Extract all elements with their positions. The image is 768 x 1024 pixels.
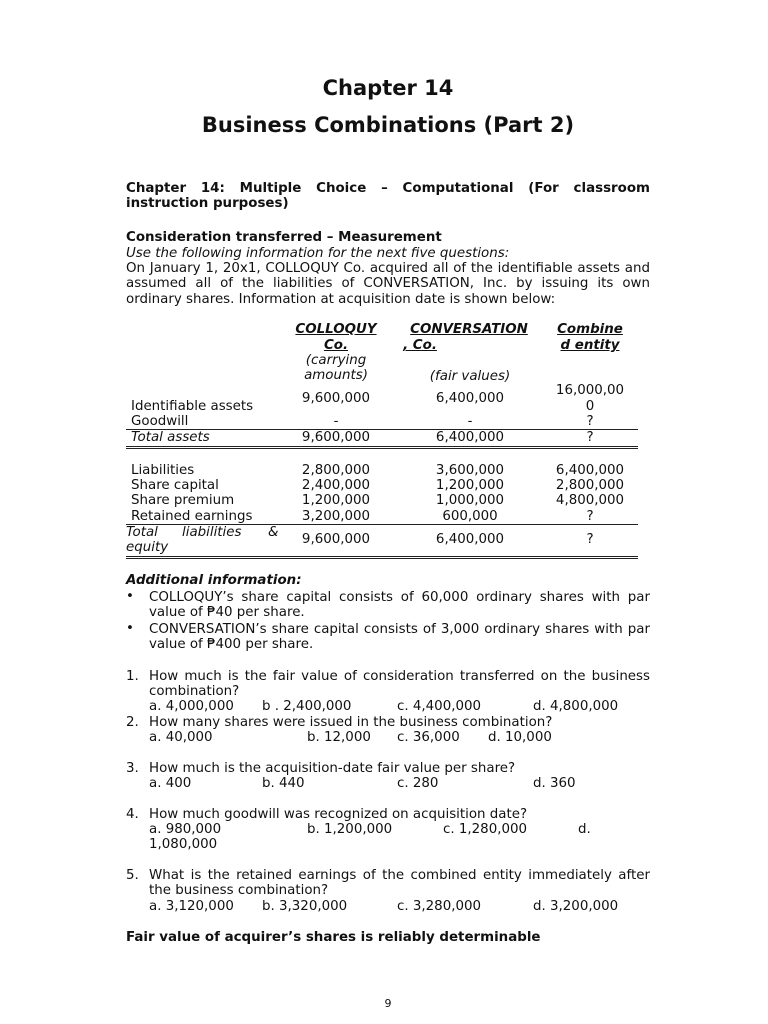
intro-paragraph: On January 1, 20x1, COLLOQUY Co. acquired all of the identifiable assets and assumed all of the liabilities of CONVERSATION, Inc. by issuing its own ordinary shares. Information at acquisition date is shown below: (126, 261, 650, 307)
choice-d: d. 3,200,000 (533, 899, 619, 914)
question-number: 1. (126, 669, 139, 684)
cell-colloquy: 2,400,000 (301, 478, 371, 493)
cell-combined: ? (586, 430, 594, 445)
choice-d: d. 10,000 (488, 730, 552, 745)
cell-conversation: 6,400,000 (435, 391, 505, 406)
additional-info-heading: Additional information: (126, 573, 302, 588)
col-header-colloquy-2: Co. (323, 338, 349, 353)
choice-a: a. 400 (149, 776, 192, 791)
choice-c: c. 3,280,000 (397, 899, 482, 914)
cell-colloquy: 9,600,000 (301, 391, 371, 406)
row-label-total-assets: Total assets (131, 430, 210, 445)
cell-combined: 6,400,000 (555, 463, 625, 478)
cell-combined: ? (586, 532, 594, 547)
cell-conversation: 6,400,000 (435, 532, 505, 547)
cell-colloquy: 3,200,000 (301, 509, 371, 524)
cell-combined-2: 0 (585, 399, 595, 414)
table-double-rule (126, 446, 638, 449)
row-label-total-le-b: liabilities (182, 525, 242, 540)
choice-a: a. 4,000,000 (149, 699, 234, 714)
col-header-conversation-2: , Co. (403, 338, 437, 353)
chapter-number: Chapter 14 (322, 76, 454, 100)
question-text: How much goodwill was recognized on acquisition date? (149, 807, 528, 822)
cell-combined-1: 16,000,00 (555, 383, 625, 398)
row-label-total-le-a: Total (126, 525, 158, 540)
choice-c: c. 1,280,000 (443, 822, 528, 837)
cell-combined: ? (586, 414, 594, 429)
question-text: How much is the acquisition-date fair value per share? (149, 761, 516, 776)
row-label-retained-earnings: Retained earnings (131, 509, 253, 524)
choice-d: d. (578, 822, 591, 837)
row-label-total-le-d: equity (126, 540, 169, 555)
question-text: What is the retained earnings of the combined entity immediately after the business combination? (149, 868, 650, 899)
cell-combined: 4,800,000 (555, 493, 625, 508)
col-header-combined-1: Combine (557, 322, 623, 337)
row-label-share-premium: Share premium (131, 493, 235, 508)
row-label-share-capital: Share capital (131, 478, 219, 493)
cell-colloquy: 9,600,000 (301, 532, 371, 547)
cell-combined: 2,800,000 (555, 478, 625, 493)
question-text: How many shares were issued in the business combination? (149, 715, 553, 730)
col-sub-colloquy-1: (carrying (305, 353, 367, 368)
cell-colloquy: - (333, 414, 339, 429)
subheading: Consideration transferred – Measurement (126, 230, 442, 245)
choice-c: c. 280 (397, 776, 439, 791)
bullet-dot-icon: • (126, 589, 134, 604)
question-number: 4. (126, 807, 139, 822)
choice-a: a. 40,000 (149, 730, 213, 745)
row-label-liabilities: Liabilities (131, 463, 195, 478)
choice-a: a. 980,000 (149, 822, 222, 837)
choice-a: a. 3,120,000 (149, 899, 234, 914)
cell-conversation: - (467, 414, 473, 429)
cell-colloquy: 2,800,000 (301, 463, 371, 478)
question-number: 3. (126, 761, 139, 776)
row-label-goodwill: Goodwill (131, 414, 189, 429)
question-text: How much is the fair value of consideration transferred on the business combination? (149, 669, 650, 700)
choice-b: b. 440 (262, 776, 305, 791)
choice-b: b . 2,400,000 (262, 699, 352, 714)
cell-conversation: 1,200,000 (435, 478, 505, 493)
table-double-rule (126, 556, 638, 559)
bullet-dot-icon: • (126, 621, 134, 636)
cell-colloquy: 1,200,000 (301, 493, 371, 508)
next-section-heading: Fair value of acquirer’s shares is reliably determinable (126, 930, 541, 945)
cell-conversation: 6,400,000 (435, 430, 505, 445)
section-heading: Chapter 14: Multiple Choice – Computational (For classroom instruction purposes) (126, 181, 650, 212)
question-number: 2. (126, 715, 139, 730)
choice-c: c. 36,000 (397, 730, 460, 745)
bullet-text: CONVERSATION’s share capital consists of 3,000 ordinary shares with par value of ₱400 per share. (149, 622, 650, 653)
cell-conversation: 1,000,000 (435, 493, 505, 508)
choice-b: b. 3,320,000 (262, 899, 348, 914)
cell-conversation: 3,600,000 (435, 463, 505, 478)
instruction-text: Use the following information for the next five questions: (126, 246, 510, 261)
choice-d: d. 360 (533, 776, 576, 791)
choice-b: b. 12,000 (307, 730, 371, 745)
choice-d-value: 1,080,000 (149, 837, 218, 852)
choice-b: b. 1,200,000 (307, 822, 393, 837)
col-header-combined-2: d entity (560, 338, 620, 353)
row-label-total-le-c: & (268, 525, 279, 540)
choice-d: d. 4,800,000 (533, 699, 619, 714)
question-number: 5. (126, 868, 139, 883)
col-sub-colloquy-2: amounts) (304, 368, 368, 383)
cell-colloquy: 9,600,000 (301, 430, 371, 445)
bullet-text: COLLOQUY’s share capital consists of 60,000 ordinary shares with par value of ₱40 per share. (149, 590, 650, 621)
choice-c: c. 4,400,000 (397, 699, 482, 714)
col-header-colloquy-1: COLLOQUY (295, 322, 377, 337)
col-sub-conversation: (fair values) (429, 369, 511, 384)
col-header-conversation-1: CONVERSATION (410, 322, 528, 337)
cell-combined: ? (586, 509, 594, 524)
page-number: 9 (384, 997, 392, 1010)
row-label-identifiable-assets: Identifiable assets (131, 399, 254, 414)
cell-conversation: 600,000 (442, 509, 498, 524)
chapter-title: Business Combinations (Part 2) (201, 113, 575, 137)
